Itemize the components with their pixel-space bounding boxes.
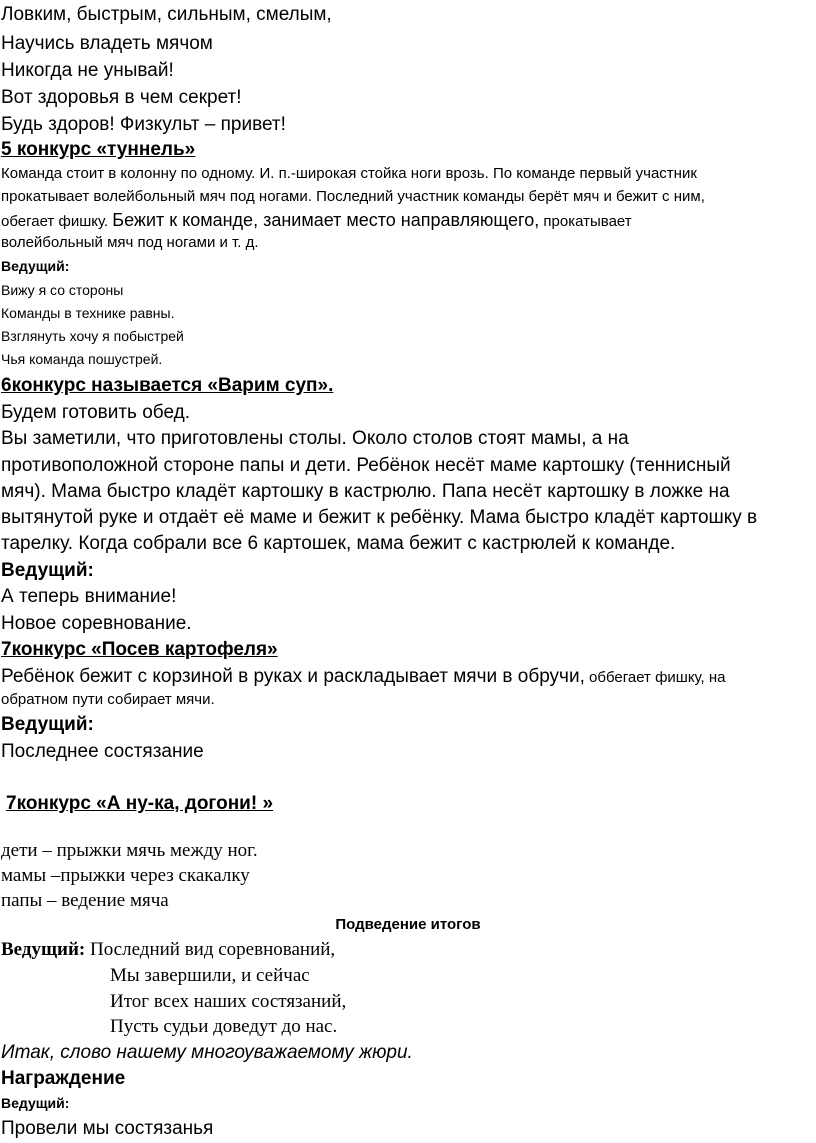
contest5-line3a: обегает фишку. <box>1 213 113 230</box>
contest7b-item: дети – прыжки мячь между ног. <box>1 840 258 861</box>
award-text: Провели мы состязанья <box>1 1118 214 1139</box>
contest6-text-line: вытянутой руке и отдаёт её маме и бежит к ребёнку. Мама быстро кладёт картошку в <box>1 507 758 528</box>
poem-line: Никогда не унывай! <box>1 60 174 81</box>
contest6-text-line: мяч). Мама быстро кладёт картошку в кастрюлю. Папа несёт картошку в ложке на <box>1 481 730 502</box>
poem-line: Ловким, быстрым, сильным, смелым, <box>1 4 332 25</box>
contest7b-item: папы – ведение мяча <box>1 890 169 911</box>
contest5-desc-line: Команда стоит в колонну по одному. И. п.-широкая стойка ноги врозь. По команде первый участник <box>1 165 697 182</box>
contest6-text-line: Будем готовить обед. <box>1 402 190 423</box>
contest5-desc-line: волейбольный мяч под ногами и т. д. <box>1 234 259 251</box>
host-label: Ведущий: <box>1 1095 70 1111</box>
verse-line: Итог всех наших состязаний, <box>110 991 347 1012</box>
contest5-line3b: Бежит к команде, занимает место направляющего, <box>112 210 540 230</box>
contest7b-item: мамы –прыжки через скакалку <box>1 865 250 886</box>
contest7a-line1b: оббегает фишку, на <box>584 669 726 686</box>
summary-first-line <box>1 940 335 959</box>
host-label: Ведущий: <box>1 714 94 735</box>
verse-line: Взглянуть хочу я побыстрей <box>1 328 184 344</box>
summary-title: Подведение итогов <box>335 916 481 933</box>
verse-line: Пусть судьи доведут до нас. <box>110 1016 338 1037</box>
contest6-text-line: Вы заметили, что приготовлены столы. Около столов стоят мамы, а на <box>1 428 629 449</box>
contest6-text-line: тарелку. Когда собрали все 6 картошек, мама бежит с кастрюлей к команде. <box>1 533 676 554</box>
contest7a-line: обратном пути собирает мячи. <box>1 691 215 708</box>
contest6-title: 6конкурс называется «Варим суп». <box>1 375 334 396</box>
contest7a-line <box>1 667 726 686</box>
contest7a-title: 7конкурс «Посев картофеля» <box>1 639 278 660</box>
contest7a-line1a: Ребёнок бежит с корзиной в руках и раскладывает мячи в обручи, <box>1 666 585 687</box>
verse-line: Чья команда пошустрей. <box>1 351 163 367</box>
contest5-line3c: прокатывает <box>539 213 632 230</box>
summary-closing: Итак, слово нашему многоуважаемому жюри. <box>1 1042 413 1063</box>
poem-line: Вот здоровья в чем секрет! <box>1 87 242 108</box>
verse-line: А теперь внимание! <box>1 586 177 607</box>
contest5-desc-line <box>1 211 632 229</box>
contest6-text-line: противоположной стороне папы и дети. Ребёнок несёт маме картошку (теннисный <box>1 455 731 476</box>
verse-line: Новое соревнование. <box>1 613 192 634</box>
contest7a-text: Последнее состязание <box>1 741 204 762</box>
verse-line: Вижу я со стороны <box>1 282 124 298</box>
poem-line: Научись владеть мячом <box>1 33 213 54</box>
verse-line: Последний вид соревнований, <box>85 939 336 960</box>
contest5-desc-line: прокатывает волейбольный мяч под ногами. Последний участник команды берёт мяч и бежит с ним, <box>1 188 705 205</box>
host-label: Ведущий: <box>1 560 94 581</box>
contest5-title: 5 конкурс «туннель» <box>1 139 196 160</box>
award-title: Награждение <box>1 1068 126 1089</box>
contest7b-title: 7конкурс «А ну-ка, догони! » <box>6 793 274 814</box>
verse-line: Мы завершили, и сейчас <box>110 965 310 986</box>
host-label: Ведущий: <box>1 258 70 274</box>
verse-line: Команды в технике равны. <box>1 305 175 321</box>
host-label: Ведущий: <box>1 939 86 960</box>
poem-line: Будь здоров! Физкульт – привет! <box>1 114 286 135</box>
